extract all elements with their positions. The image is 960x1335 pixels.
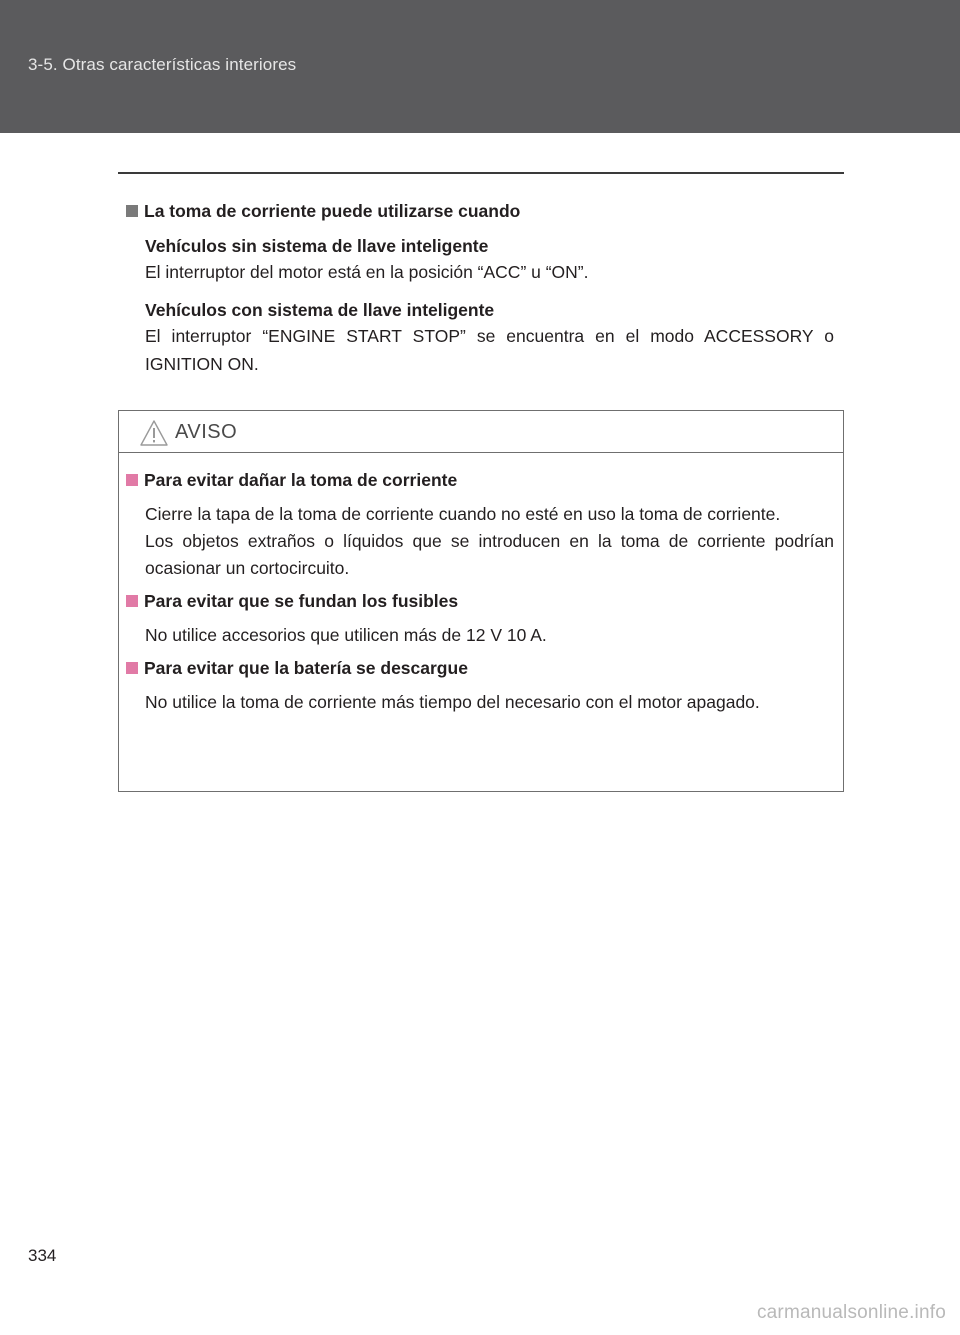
warning-item-text: No utilice la toma de corriente más tiempo del necesario con el motor apagado. xyxy=(145,692,760,712)
warning-item-text: Cierre la tapa de la toma de corriente cuando no esté en uso la toma de corriente. xyxy=(145,504,781,524)
chapter-title: 3-5. Otras características interiores xyxy=(28,55,297,74)
text-no-smart-key: El interruptor del motor está en la posición “ACC” u “ON”. xyxy=(145,262,589,282)
warning-item-heading-text: Para evitar que la batería se descargue xyxy=(144,658,468,678)
section-heading xyxy=(126,198,834,224)
warning-item-heading xyxy=(126,467,834,493)
warning-header xyxy=(119,411,843,453)
section-heading-text: La toma de corriente puede utilizarse cuando xyxy=(144,201,521,221)
warning-item-heading xyxy=(126,588,834,614)
subheading-no-smart-key: Vehículos sin sistema de llave inteligente xyxy=(145,236,489,256)
warning-item-text: Los objetos extraños o líquidos que se introducen en la toma de corriente podrían ocasionar un cortocircuito. xyxy=(145,531,834,578)
warning-triangle-icon xyxy=(139,419,169,447)
section-divider xyxy=(118,172,844,174)
text-smart-key: El interruptor “ENGINE START STOP” se encuentra en el modo ACCESSORY o IGNITION ON. xyxy=(145,326,834,374)
warning-item-heading xyxy=(126,655,834,681)
warning-title: AVISO xyxy=(175,421,238,443)
header-band xyxy=(0,0,960,133)
square-bullet-icon xyxy=(126,595,138,607)
subheading-smart-key: Vehículos con sistema de llave inteligente xyxy=(145,300,495,320)
square-bullet-icon xyxy=(126,205,138,217)
warning-item-heading-text: Para evitar dañar la toma de corriente xyxy=(144,470,458,490)
square-bullet-icon xyxy=(126,662,138,674)
warning-item-heading-text: Para evitar que se fundan los fusibles xyxy=(144,591,459,611)
warning-item-text: No utilice accesorios que utilicen más de 12 V 10 A. xyxy=(145,625,547,645)
warning-body xyxy=(119,453,843,716)
square-bullet-icon xyxy=(126,474,138,486)
page-number: 334 xyxy=(28,1246,57,1265)
watermark: carmanualsonline.info xyxy=(756,1302,946,1323)
info-section xyxy=(126,198,834,378)
warning-box xyxy=(118,410,844,792)
